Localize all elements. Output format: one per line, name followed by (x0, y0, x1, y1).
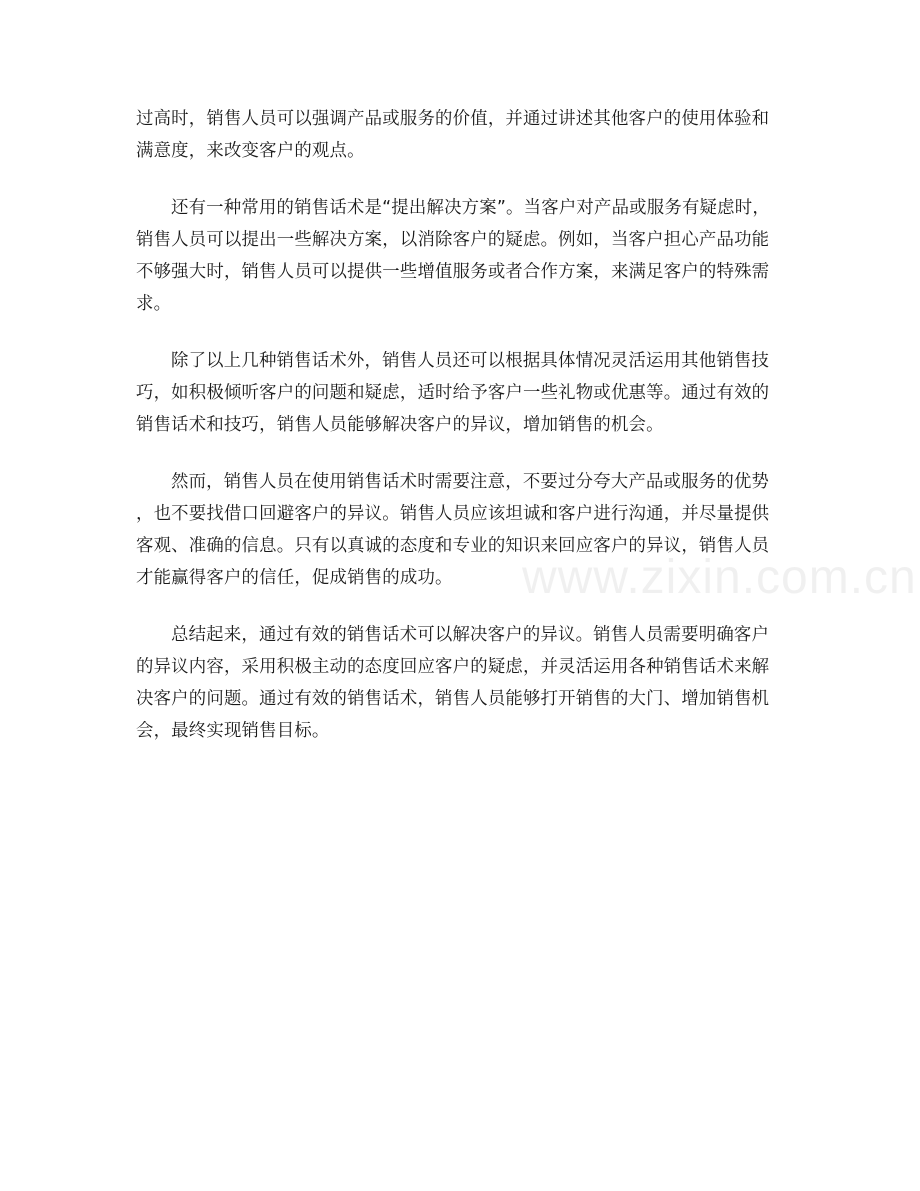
text-line: 销售话术和技巧，销售人员能够解决客户的异议，增加销售的机会。 (136, 415, 664, 435)
text-line: 除了以上几种销售话术外，销售人员还可以根据具体情况灵活运用其他销售技 (171, 351, 770, 371)
text-line: 会，最终实现销售目标。 (136, 721, 330, 741)
text-line: 总结起来，通过有效的销售话术可以解决客户的异议。销售人员需要明确客户 (171, 625, 770, 645)
watermark: www.zixin.com.cn (522, 551, 917, 604)
text-line: 还有一种常用的销售话术是“提出解决方案”。当客户对产品或服务有疑虑时， (171, 198, 770, 218)
text-line: 的异议内容，采用积极主动的态度回应客户的疑虑，并灵活运用各种销售话术来解 (136, 657, 770, 677)
text-line: 然而，销售人员在使用销售话术时需要注意，不要过分夸大产品或服务的优势 (171, 472, 770, 492)
paragraph-2 (136, 192, 792, 320)
text-line: 决客户的问题。通过有效的销售话术，销售人员能够打开销售的大门、增加销售机 (136, 689, 770, 709)
paragraph-3 (136, 345, 792, 441)
text-line: 不够强大时，销售人员可以提供一些增值服务或者合作方案，来满足客户的特殊需 (136, 262, 770, 282)
text-line: 满意度，来改变客户的观点。 (136, 141, 365, 161)
text-line: 销售人员可以提出一些解决方案，以消除客户的疑虑。例如，当客户担心产品功能 (136, 230, 770, 250)
paragraph-5 (136, 619, 792, 747)
paragraph-1 (136, 103, 792, 167)
document-body (136, 103, 792, 772)
text-line: 巧，如积极倾听客户的问题和疑虑，适时给予客户一些礼物或优惠等。通过有效的 (136, 383, 770, 403)
paragraph-4 (136, 466, 792, 594)
text-line: ，也不要找借口回避客户的异议。销售人员应该坦诚和客户进行沟通，并尽量提供 (136, 504, 770, 524)
text-line: 求。 (136, 294, 172, 314)
text-line: 过高时，销售人员可以强调产品或服务的价值，并通过讲述其他客户的使用体验和 (136, 109, 770, 129)
text-line: 才能赢得客户的信任，促成销售的成功。 (136, 568, 453, 588)
text-line: 客观、准确的信息。只有以真诚的态度和专业的知识来回应客户的异议，销售人员 (136, 536, 770, 556)
